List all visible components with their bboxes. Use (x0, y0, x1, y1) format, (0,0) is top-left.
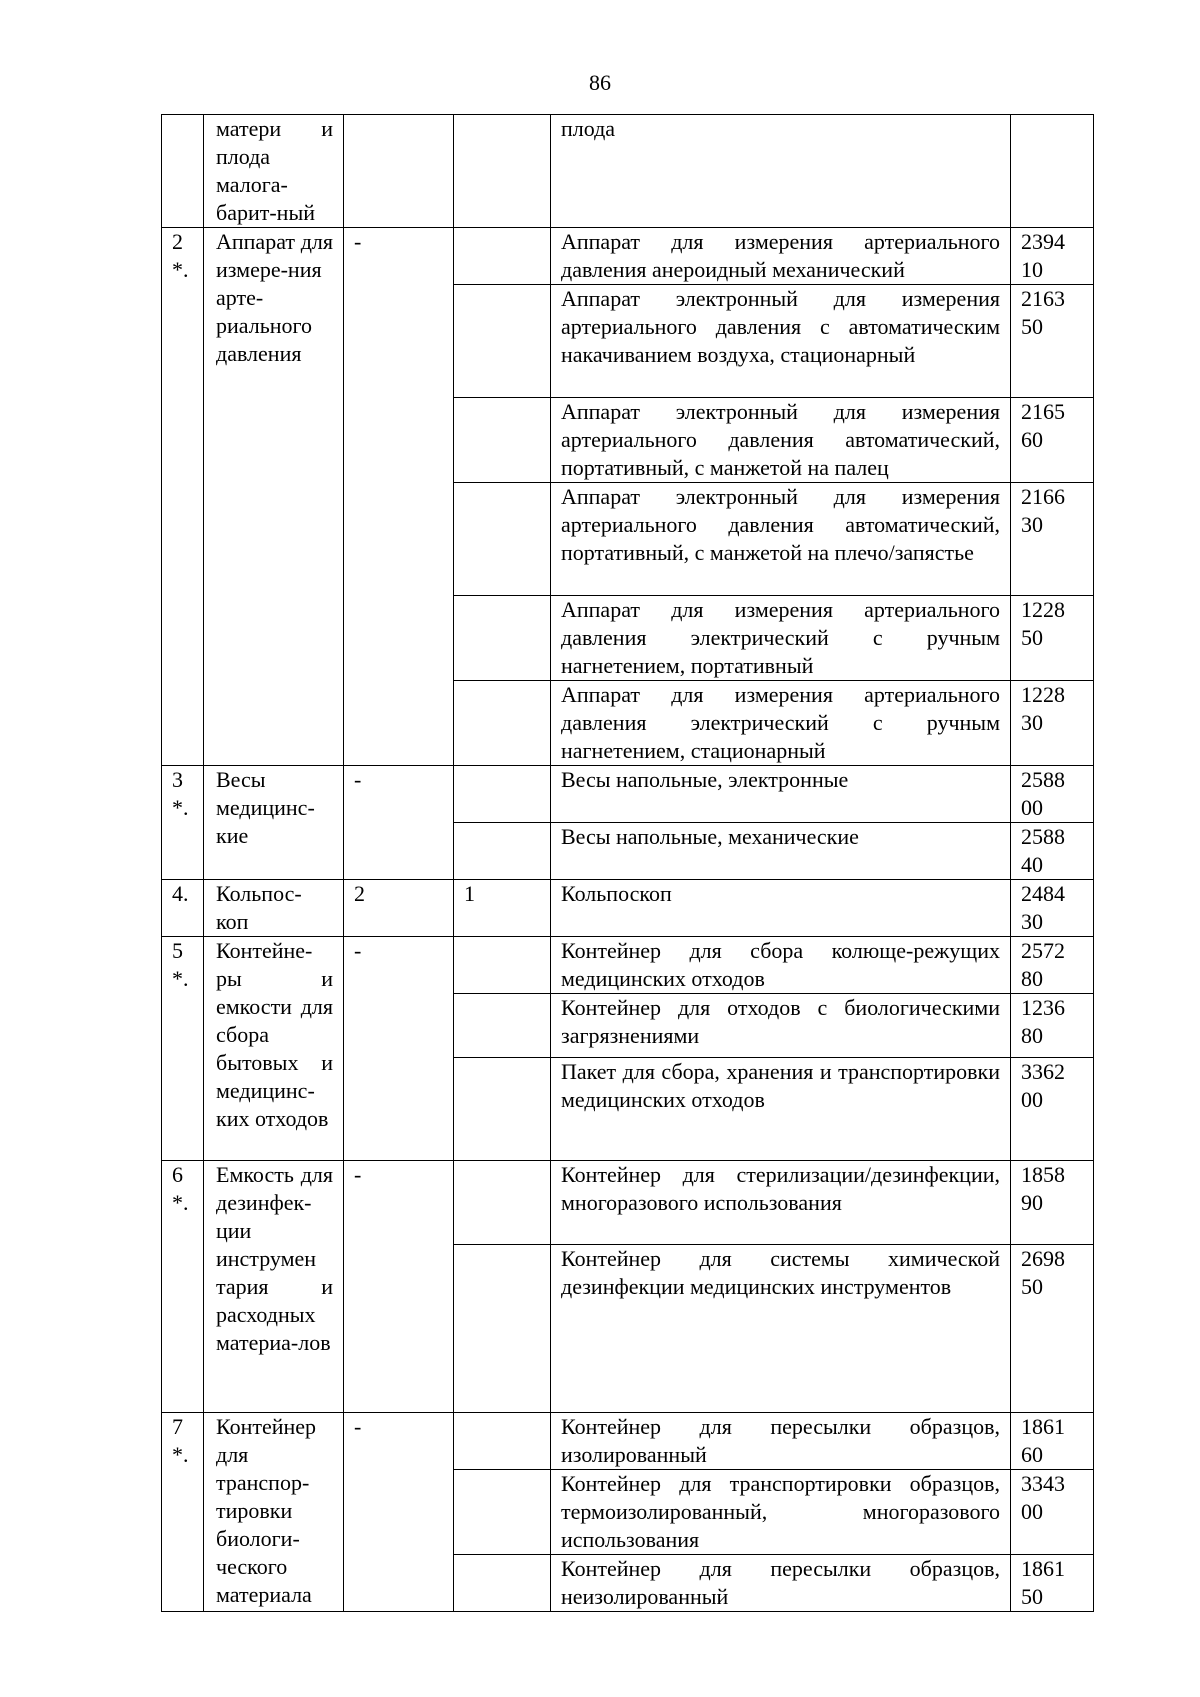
description-cell (551, 1555, 1011, 1612)
quantity-cell-text: - (354, 938, 362, 963)
code-cell-text: 3362 00 (1021, 1059, 1065, 1112)
quantity-cell-2 (454, 115, 551, 228)
description-cell (551, 1058, 1011, 1161)
page-number: 86 (589, 70, 611, 95)
item-name-cell-text: Кольпос-коп (216, 881, 302, 934)
quantity-cell (344, 937, 454, 1161)
quantity-cell-2 (454, 228, 551, 285)
item-name-cell (204, 766, 344, 880)
description-cell (551, 115, 1011, 228)
code-cell-text: 1858 90 (1021, 1162, 1065, 1215)
quantity-cell-2 (454, 483, 551, 596)
table-row (162, 880, 1094, 937)
description-cell-text: Аппарат электронный для измерения артериального давления автоматический, портативный, с манжетой на палец (561, 399, 1000, 480)
code-cell-text: 2165 60 (1021, 399, 1065, 452)
table-row (162, 766, 1094, 823)
code-cell-text: 2394 10 (1021, 229, 1065, 282)
code-cell-text: 2698 50 (1021, 1246, 1065, 1299)
description-cell-text: Весы напольные, механические (561, 824, 859, 849)
code-cell (1011, 285, 1094, 398)
row-number-cell-text: 6 *. (172, 1162, 189, 1215)
description-cell-text: Контейнер для системы химической дезинфекции медицинских инструментов (561, 1246, 1000, 1299)
quantity-cell-2 (454, 1413, 551, 1470)
code-cell (1011, 1245, 1094, 1413)
code-cell (1011, 681, 1094, 766)
quantity-cell-text: 2 (354, 881, 365, 906)
code-cell-text: 2572 80 (1021, 938, 1065, 991)
description-cell (551, 398, 1011, 483)
code-cell (1011, 1413, 1094, 1470)
description-cell (551, 285, 1011, 398)
quantity-cell-2 (454, 1555, 551, 1612)
quantity-cell-2 (454, 880, 551, 937)
item-name-cell-text: Контейнер для транспор-тировки биологи-ческого материала (216, 1414, 317, 1607)
quantity-cell (344, 1413, 454, 1612)
quantity-cell-2 (454, 1161, 551, 1245)
description-cell (551, 483, 1011, 596)
item-name-cell (204, 880, 344, 937)
equipment-table (161, 114, 1094, 1612)
description-cell (551, 880, 1011, 937)
description-cell-text: Кольпоскоп (561, 881, 672, 906)
description-cell (551, 681, 1011, 766)
table-row (162, 228, 1094, 285)
description-cell-text: плода (561, 116, 616, 141)
quantity-cell (344, 1161, 454, 1413)
description-cell-text: Контейнер для сбора колюще-режущих медицинских отходов (561, 938, 1000, 991)
quantity-cell-2 (454, 1245, 551, 1413)
quantity-cell (344, 115, 454, 228)
row-number-cell-text: 2 *. (172, 229, 189, 282)
description-cell-text: Аппарат для измерения артериального давления анероидный механический (561, 229, 1000, 282)
item-name-cell-text: Емкость для дезинфек-ции инструмен тария и расходных материа-лов (216, 1162, 333, 1355)
description-cell (551, 937, 1011, 994)
table-row (162, 115, 1094, 228)
code-cell (1011, 1058, 1094, 1161)
quantity-cell-2 (454, 823, 551, 880)
code-cell-text: 2588 00 (1021, 767, 1065, 820)
quantity-cell-2-text: 1 (464, 881, 475, 906)
quantity-cell-2 (454, 994, 551, 1058)
code-cell (1011, 228, 1094, 285)
row-number-cell (162, 880, 204, 937)
code-cell (1011, 1555, 1094, 1612)
table-row (162, 1161, 1094, 1245)
code-cell (1011, 483, 1094, 596)
quantity-cell-text: - (354, 767, 362, 792)
item-name-cell (204, 937, 344, 1161)
description-cell-text: Контейнер для стерилизации/дезинфекции, многоразового использования (561, 1162, 1000, 1215)
item-name-cell-text: Контейне-ры и емкости для сбора бытовых и медицинс-ких отходов (216, 938, 333, 1131)
table-row (162, 937, 1094, 994)
row-number-cell-text: 3 *. (172, 767, 189, 820)
code-cell (1011, 1470, 1094, 1555)
quantity-cell (344, 880, 454, 937)
description-cell-text: Контейнер для отходов с биологическими загрязнениями (561, 995, 1000, 1048)
item-name-cell-text: Весы медицинс-кие (216, 767, 315, 848)
description-cell (551, 1470, 1011, 1555)
row-number-cell (162, 766, 204, 880)
quantity-cell-text: - (354, 1414, 362, 1439)
description-cell (551, 823, 1011, 880)
description-cell (551, 596, 1011, 681)
description-cell-text: Контейнер для пересылки образцов, изолированный (561, 1414, 1000, 1467)
row-number-cell (162, 1413, 204, 1612)
code-cell (1011, 937, 1094, 994)
row-number-cell-text: 5 *. (172, 938, 189, 991)
description-cell-text: Аппарат для измерения артериального давления электрический с ручным нагнетением, стационарный (561, 682, 1000, 763)
quantity-cell (344, 766, 454, 880)
code-cell-text: 1228 50 (1021, 597, 1065, 650)
description-cell (551, 228, 1011, 285)
quantity-cell-2 (454, 398, 551, 483)
code-cell (1011, 823, 1094, 880)
quantity-cell-2 (454, 1058, 551, 1161)
code-cell-text: 2163 50 (1021, 286, 1065, 339)
description-cell (551, 766, 1011, 823)
quantity-cell-2 (454, 937, 551, 994)
quantity-cell-2 (454, 1470, 551, 1555)
item-name-cell (204, 1413, 344, 1612)
code-cell-text: 3343 00 (1021, 1471, 1065, 1524)
row-number-cell (162, 115, 204, 228)
description-cell (551, 1245, 1011, 1413)
description-cell-text: Пакет для сбора, хранения и транспортировки медицинских отходов (561, 1059, 1000, 1112)
row-number-cell-text: 4. (172, 881, 189, 906)
quantity-cell-2 (454, 681, 551, 766)
code-cell-text: 2166 30 (1021, 484, 1065, 537)
description-cell (551, 1413, 1011, 1470)
code-cell (1011, 1161, 1094, 1245)
description-cell-text: Аппарат электронный для измерения артериального давления с автоматическим накачиванием воздуха, стационарный (561, 286, 1000, 367)
row-number-cell (162, 228, 204, 766)
code-cell-text: 1236 80 (1021, 995, 1065, 1048)
item-name-cell-text: матери и плода малога-барит-ный (216, 116, 333, 225)
description-cell-text: Контейнер для транспортировки образцов, термоизолированный, многоразового использования (561, 1471, 1000, 1552)
quantity-cell-2 (454, 285, 551, 398)
quantity-cell-text: - (354, 1162, 362, 1187)
row-number-cell-text: 7 *. (172, 1414, 189, 1467)
code-cell-text: 2588 40 (1021, 824, 1065, 877)
quantity-cell-2 (454, 596, 551, 681)
description-cell (551, 994, 1011, 1058)
code-cell (1011, 115, 1094, 228)
code-cell (1011, 766, 1094, 823)
quantity-cell-2 (454, 766, 551, 823)
table-row (162, 1413, 1094, 1470)
quantity-cell (344, 228, 454, 766)
code-cell-text: 2484 30 (1021, 881, 1065, 934)
quantity-cell-text: - (354, 229, 362, 254)
item-name-cell (204, 228, 344, 766)
description-cell-text: Весы напольные, электронные (561, 767, 849, 792)
item-name-cell (204, 1161, 344, 1413)
item-name-cell-text: Аппарат для измере-ния арте-риального давления (216, 229, 333, 366)
description-cell-text: Контейнер для пересылки образцов, неизолированный (561, 1556, 1000, 1609)
code-cell-text: 1228 30 (1021, 682, 1065, 735)
code-cell (1011, 880, 1094, 937)
code-cell-text: 1861 50 (1021, 1556, 1065, 1609)
item-name-cell (204, 115, 344, 228)
code-cell (1011, 398, 1094, 483)
code-cell (1011, 994, 1094, 1058)
code-cell (1011, 596, 1094, 681)
row-number-cell (162, 937, 204, 1161)
description-cell (551, 1161, 1011, 1245)
row-number-cell (162, 1161, 204, 1413)
description-cell-text: Аппарат для измерения артериального давления электрический с ручным нагнетением, портативный (561, 597, 1000, 678)
description-cell-text: Аппарат электронный для измерения артериального давления автоматический, портативный, с манжетой на плечо/запястье (561, 484, 1000, 565)
code-cell-text: 1861 60 (1021, 1414, 1065, 1467)
